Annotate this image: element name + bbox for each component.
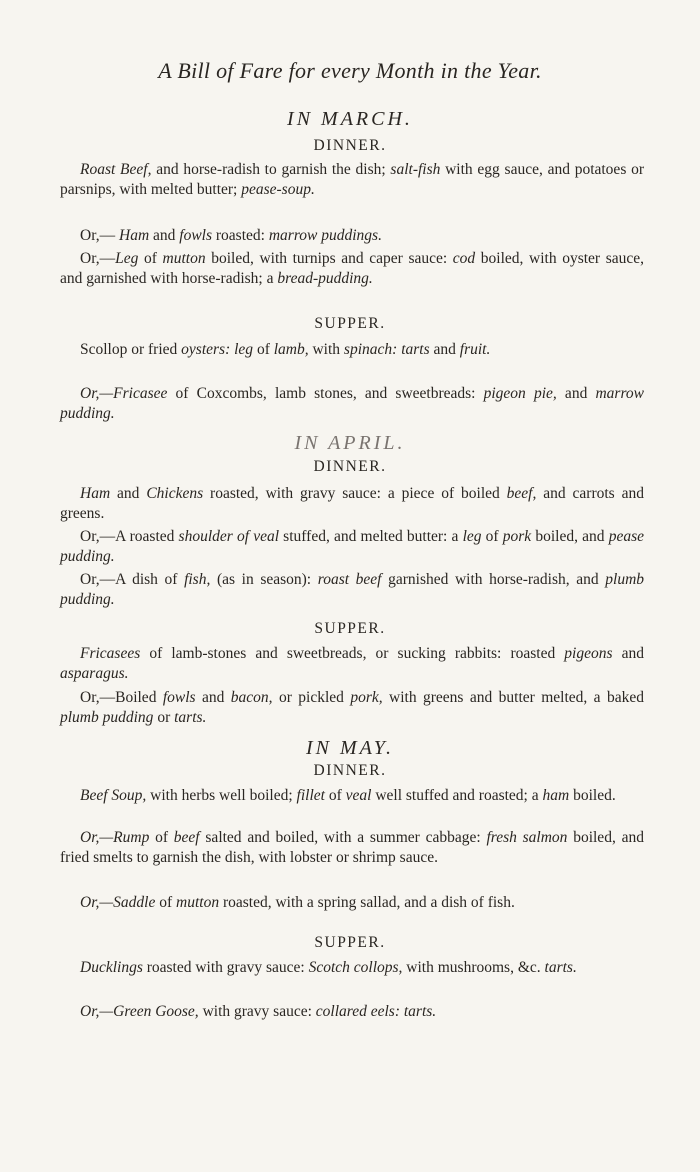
text: boiled. (569, 787, 616, 804)
dish: salt-fish (390, 161, 441, 178)
text: of (481, 528, 503, 545)
may-dinner-course-1 (60, 786, 644, 806)
text: roasted: (212, 227, 269, 244)
march-supper-course-1 (60, 340, 644, 360)
dish: lamb, (273, 341, 309, 358)
text: and (556, 385, 596, 402)
text: (as in season): (210, 571, 318, 588)
page-title: A Bill of Fare for every Month in the Year. (158, 58, 542, 83)
text: and (149, 227, 180, 244)
april-dinner-course-2 (60, 527, 644, 567)
dish: tarts. (403, 1003, 437, 1020)
dish: ham (542, 787, 570, 804)
dinner-heading-may: DINNER. (313, 762, 387, 779)
text: Or,—A dish of (80, 571, 185, 588)
text: boiled, and fried smelts to garnish the dish, with lobster or shrimp sauce. (60, 829, 644, 866)
dish: collared eels: (315, 1003, 400, 1020)
dish: spinach: (343, 341, 398, 358)
text: with mushrooms, &c. (402, 959, 545, 976)
dish: leg (462, 528, 482, 545)
text: of (253, 341, 274, 358)
dish: shoulder of veal (178, 528, 280, 545)
supper-heading-march: SUPPER. (314, 315, 386, 332)
april-supper-course-2 (60, 688, 644, 728)
text: Or,— (80, 227, 119, 244)
dish: fish, (184, 571, 211, 588)
text: with gravy sauce: (198, 1003, 316, 1020)
text: of Coxcombs, lamb stones, and sweetbreads: (167, 385, 484, 402)
dish: pork (502, 528, 532, 545)
dish: beef (173, 829, 200, 846)
dish: Ham (80, 485, 111, 502)
text: salted and boiled, with a summer cabbage: (199, 829, 487, 846)
text: and carrots and greens. (60, 485, 644, 522)
text: and (110, 485, 147, 502)
may-supper-course-1 (60, 958, 644, 978)
text: Or,—A roasted (80, 528, 179, 545)
dish: pease-soup. (241, 181, 315, 198)
dish: tarts. (544, 959, 577, 976)
text: with egg sauce, and potatoes or parsnips, with melted butter; (60, 161, 644, 198)
dish: asparagus. (60, 665, 129, 682)
dish: veal (345, 787, 372, 804)
dish: Leg (115, 250, 139, 267)
dish: Beef Soup, (80, 787, 147, 804)
text: roasted, with gravy sauce: a piece of boiled (203, 485, 507, 502)
dish: Ducklings (80, 959, 143, 976)
dish: mutton (162, 250, 206, 267)
april-supper-course-1 (60, 644, 644, 684)
text: or (153, 709, 175, 726)
dish: Roast Beef, (80, 161, 152, 178)
text: roasted, with a spring sallad, and a dish of fish. (219, 894, 515, 911)
month-heading-march: IN MARCH. (287, 108, 413, 130)
text: or pickled (272, 689, 351, 706)
text: of (138, 250, 163, 267)
dish: roast beef (317, 571, 382, 588)
dish: mutton (176, 894, 220, 911)
text: well stuffed and roasted; a (371, 787, 543, 804)
text: and (429, 341, 460, 358)
dinner-heading-april: DINNER. (313, 458, 387, 475)
dish: fowls (162, 689, 196, 706)
text: Or,—Boiled (80, 689, 163, 706)
dish: marrow puddings. (268, 227, 382, 244)
dish: Or,—Green Goose, (80, 1003, 199, 1020)
dish: pease pudding. (60, 528, 644, 565)
dish: Fricasees (80, 645, 141, 662)
text: Scollop or fried (80, 341, 182, 358)
month-heading-may: IN MAY. (305, 737, 395, 759)
text: and horse-radish to garnish the dish; (151, 161, 391, 178)
text: with herbs well boiled; (146, 787, 297, 804)
may-supper-course-2 (60, 1002, 644, 1022)
text: boiled, and (531, 528, 609, 545)
dish: plumb pudding (60, 709, 154, 726)
may-dinner-course-2 (60, 828, 644, 868)
dish: bread-pudding. (277, 270, 373, 287)
text: Or,— (80, 250, 116, 267)
text: of (324, 787, 346, 804)
dish: beef, (506, 485, 537, 502)
dish: cod (452, 250, 476, 267)
text: with (308, 341, 344, 358)
text: garnished with horse-radish, and (381, 571, 606, 588)
dish: fowls (179, 227, 213, 244)
dish: Or,—Rump (80, 829, 150, 846)
march-dinner-course-2 (60, 226, 644, 246)
april-dinner-course-1 (60, 484, 644, 524)
march-dinner-course-3 (60, 249, 644, 289)
text: of (149, 829, 174, 846)
dish: Scotch collops, (308, 959, 403, 976)
dish: tarts. (174, 709, 207, 726)
text: of (155, 894, 177, 911)
dish: plumb pudding. (60, 571, 645, 608)
dish: Or,—Saddle (80, 894, 156, 911)
text: boiled, with oyster sauce, and garnished with horse-radish; a (60, 250, 644, 287)
dish: Or,—Fricasee (80, 385, 168, 402)
dish: fillet (296, 787, 325, 804)
text: roasted with gravy sauce: (142, 959, 309, 976)
dish: pigeon pie, (483, 385, 557, 402)
dish: tarts (401, 341, 430, 358)
text: and (195, 689, 231, 706)
dish: pigeons (564, 645, 613, 662)
dish: marrow pudding. (60, 385, 644, 422)
month-heading-april: IN APRIL. (294, 432, 406, 454)
dinner-heading-march: DINNER. (313, 137, 387, 154)
march-supper-course-2 (60, 384, 644, 424)
dish: Ham (119, 227, 150, 244)
text: boiled, with turnips and caper sauce: (205, 250, 453, 267)
dish: leg (234, 341, 254, 358)
march-dinner-course-1 (60, 160, 644, 200)
dish: Chickens (146, 485, 204, 502)
dish: fresh salmon (486, 829, 568, 846)
dish: bacon, (230, 689, 273, 706)
text: stuffed, and melted butter: a (279, 528, 463, 545)
supper-heading-may: SUPPER. (314, 934, 386, 951)
supper-heading-april: SUPPER. (314, 620, 386, 637)
may-dinner-course-3 (60, 893, 644, 913)
text: with greens and butter melted, a baked (382, 689, 644, 706)
dish: pork, (350, 689, 383, 706)
text: and (612, 645, 644, 662)
dish: fruit. (459, 341, 491, 358)
text: of lamb-stones and sweetbreads, or sucking rabbits: roasted (140, 645, 565, 662)
april-dinner-course-3 (60, 570, 644, 610)
dish: oysters: (181, 341, 231, 358)
